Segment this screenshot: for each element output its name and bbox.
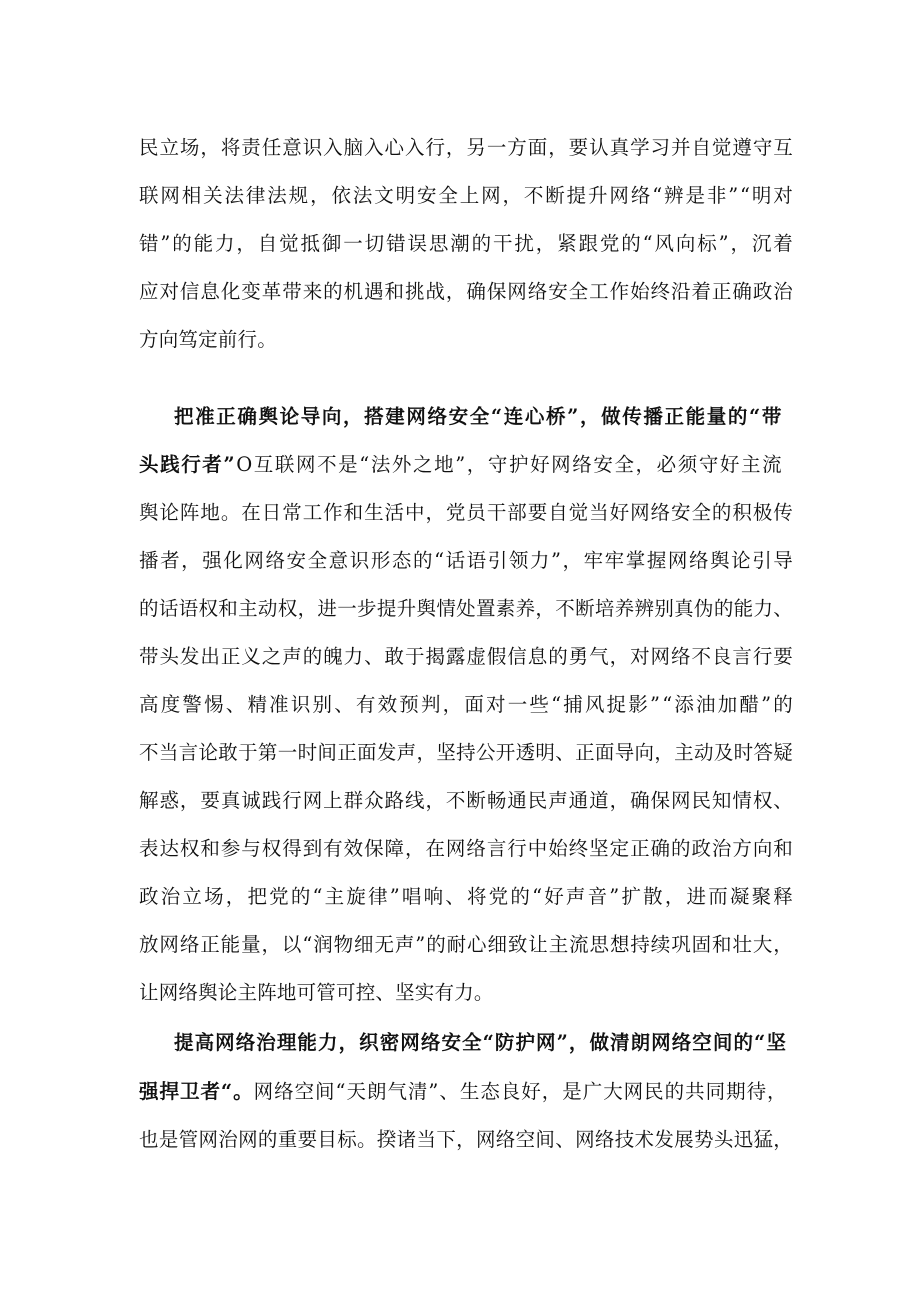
para2-line: 带头发出正义之声的魄力、敢于揭露虚假信息的勇气，对网络不良言行要 [139, 645, 794, 668]
para3-line: 也是管网治网的重要目标。揆诸当下，网络空间、网络技术发展势头迅猛， [139, 1128, 794, 1151]
para2-heading: 把准正确舆论导向，搭建网络安全“连心桥”，做传播正能量的“带 [174, 405, 783, 428]
para2-heading-line [0, 397, 920, 437]
para2-line: 解惑，要真诚践行网上群众路线，不断畅通民声通道，确保网民知情权、 [139, 789, 794, 812]
para2-line: 的话语权和主动权，进一步提升舆情处置素养，不断培养辨别真伪的能力、 [139, 597, 794, 620]
para2-text: O互联网不是“法外之地”，守护好网络安全，必须守好主流 [236, 453, 784, 476]
para3-heading-line [0, 1023, 920, 1063]
para2-line: 高度警惕、精准识别、有效预判，面对一些“捕风捉影”“添油加醋”的 [139, 693, 795, 716]
para3-line [0, 1072, 920, 1112]
para2-line: 舆论阵地。在日常工作和生活中，党员干部要自觉当好网络安全的积极传 [139, 501, 794, 524]
para2-line: 表达权和参与权得到有效保障，在网络言行中始终坚定正确的政治方向和 [139, 837, 794, 860]
para2-line: 政治立场，把党的“主旋律”唱响、将党的“好声音”扩散，进而凝聚释 [139, 885, 795, 908]
para3-heading-end: 强捍卫者“。 [139, 1080, 254, 1103]
para1-line: 应对信息化变革带来的机遇和挑战，确保网络安全工作始终沿着正确政治 [139, 280, 794, 303]
para2-heading-end: 头践行者” [139, 453, 237, 476]
para3-text: 网络空间“天朗气清”、生态良好，是广大网民的共同期待， [253, 1080, 788, 1103]
para3-heading: 提高网络治理能力，织密网络安全“防护网”，做清朗网络空间的“坚 [174, 1031, 787, 1054]
para2-line: 不当言论敢于第一时间正面发声，坚持公开透明、正面导向，主动及时答疑 [139, 741, 794, 764]
para1-line: 联网相关法律法规，依法文明安全上网，不断提升网络“辨是非”“明对 [139, 184, 795, 207]
para2-line: 让网络舆论主阵地可管可控、坚实有力。 [139, 981, 494, 1004]
para1-line: 方向笃定前行。 [139, 328, 277, 351]
para2-line [0, 445, 920, 485]
para1-line: 错”的能力，自觉抵御一切错误思潮的干扰，紧跟党的“风向标”，沉着 [139, 232, 795, 255]
para2-line: 播者，强化网络安全意识形态的“话语引领力”，牢牢掌握网络舆论引导 [139, 549, 795, 572]
para2-line: 放网络正能量，以“润物细无声”的耐心细致让主流思想持续巩固和壮大， [139, 933, 794, 956]
para1-line: 民立场，将责任意识入脑入心入行，另一方面，要认真学习并自觉遵守互 [139, 136, 794, 159]
